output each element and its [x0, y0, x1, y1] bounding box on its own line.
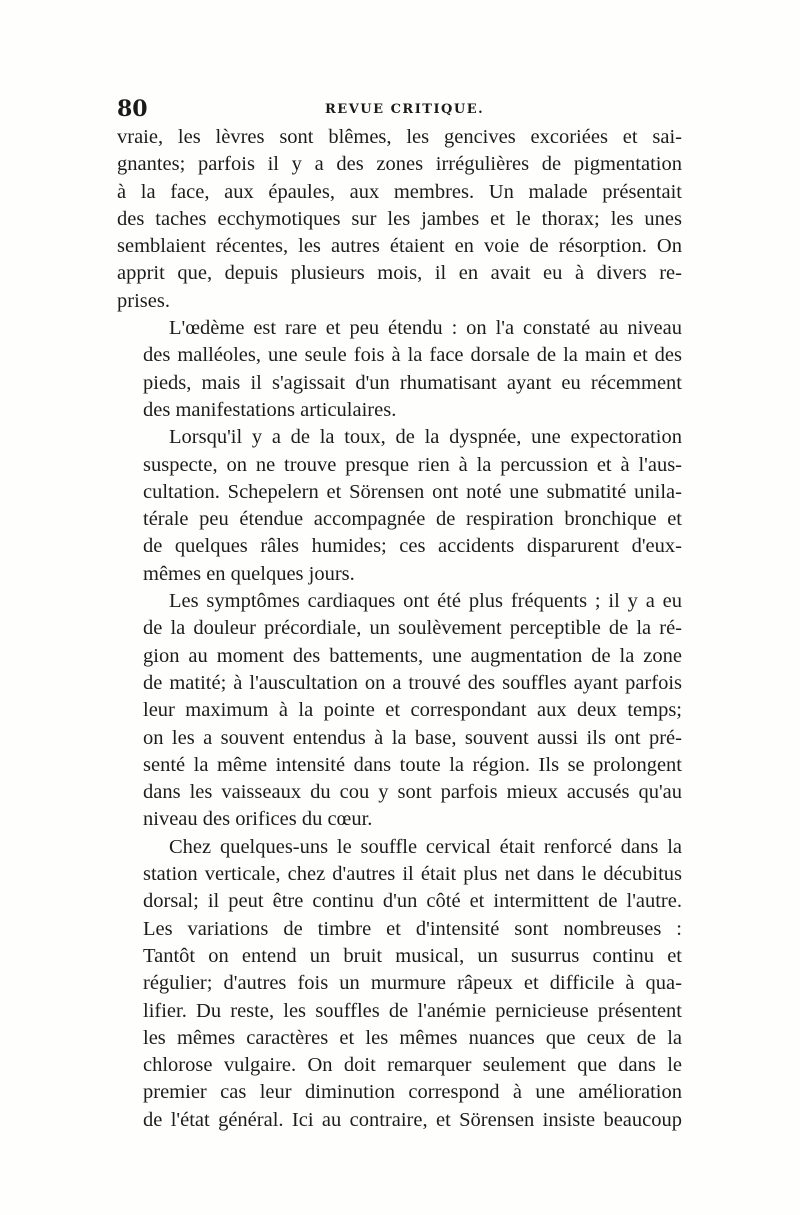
- text-line: à la face, aux épaules, aux membres. Un malade présentait: [117, 180, 682, 203]
- text-line: Tantôt on entend un bruit musical, un susurrus continu et: [143, 944, 682, 967]
- text-line: on les a souvent entendus à la base, souvent aussi ils ont pré-: [143, 726, 682, 749]
- text-line: Chez quelques-uns le souffle cervical était renforcé dans la: [169, 835, 682, 858]
- text-line: senté la même intensité dans toute la région. Ils se prolongent: [143, 753, 682, 776]
- text-line: L'œdème est rare et peu étendu : on l'a constaté au niveau: [169, 317, 682, 340]
- paragraph: [117, 424, 682, 588]
- paragraph: [117, 588, 682, 834]
- text-line: premier cas leur diminution correspond à une amélioration: [143, 1081, 682, 1104]
- body-text: [117, 124, 682, 1134]
- paragraph: [117, 124, 682, 315]
- text-line: mêmes en quelques jours.: [143, 562, 355, 585]
- text-line: des malléoles, une seule fois à la face dorsale de la main et des: [143, 344, 682, 367]
- text-line: niveau des orifices du cœur.: [143, 808, 373, 831]
- text-line: leur maximum à la pointe et correspondant aux deux temps;: [143, 699, 682, 722]
- text-line: gnantes; parfois il y a des zones irrégulières de pigmentation: [117, 153, 682, 176]
- text-line: de quelques râles humides; ces accidents disparurent d'eux-: [143, 535, 682, 558]
- text-line: de la douleur précordiale, un soulèvement perceptible de la ré-: [143, 617, 682, 640]
- text-line: lifier. Du reste, les souffles de l'anémie pernicieuse présentent: [143, 999, 682, 1022]
- text-line: de l'état général. Ici au contraire, et Sörensen insiste beaucoup: [143, 1108, 682, 1131]
- running-head: [117, 96, 682, 126]
- text-line: suspecte, on ne trouve presque rien à la percussion et à l'aus-: [143, 453, 682, 476]
- page-number: 80: [117, 96, 148, 122]
- text-line: semblaient récentes, les autres étaient en voie de résorption. On: [117, 235, 682, 258]
- text-line: cultation. Schepelern et Sörensen ont noté une submatité unila-: [143, 480, 682, 503]
- text-line: chlorose vulgaire. On doit remarquer seulement que dans le: [143, 1054, 682, 1077]
- text-line: station verticale, chez d'autres il était plus net dans le décubitus: [143, 863, 682, 886]
- text-line: térale peu étendue accompagnée de respiration bronchique et: [143, 508, 682, 531]
- paragraph: [117, 834, 682, 1134]
- text-line: régulier; d'autres fois un murmure râpeux et difficile à qua-: [143, 972, 682, 995]
- text-line: des taches ecchymotiques sur les jambes et le thorax; les unes: [117, 207, 682, 230]
- paragraph: [117, 315, 682, 424]
- text-line: pieds, mais il s'agissait d'un rhumatisant ayant eu récemment: [143, 371, 682, 394]
- text-line: des manifestations articulaires.: [143, 398, 397, 421]
- text-line: Les variations de timbre et d'intensité sont nombreuses :: [143, 917, 682, 940]
- text-line: de matité; à l'auscultation on a trouvé des souffles ayant parfois: [143, 671, 682, 694]
- text-line: prises.: [117, 289, 170, 312]
- text-line: les mêmes caractères et les mêmes nuances que ceux de la: [143, 1026, 682, 1049]
- text-line: gion au moment des battements, une augmentation de la zone: [143, 644, 682, 667]
- text-line: apprit que, depuis plusieurs mois, il en avait eu à divers re-: [117, 262, 682, 285]
- text-line: Lorsqu'il y a de la toux, de la dyspnée, une expectoration: [169, 426, 682, 449]
- text-line: vraie, les lèvres sont blêmes, les gencives excoriées et sai-: [117, 126, 682, 148]
- journal-title: REVUE CRITIQUE.: [325, 102, 485, 117]
- text-line: dorsal; il peut être continu d'un côté et intermittent de l'autre.: [143, 890, 682, 913]
- text-line: dans les vaisseaux du cou y sont parfois mieux accusés qu'au: [143, 781, 682, 804]
- text-line: Les symptômes cardiaques ont été plus fréquents ; il y a eu: [169, 590, 682, 613]
